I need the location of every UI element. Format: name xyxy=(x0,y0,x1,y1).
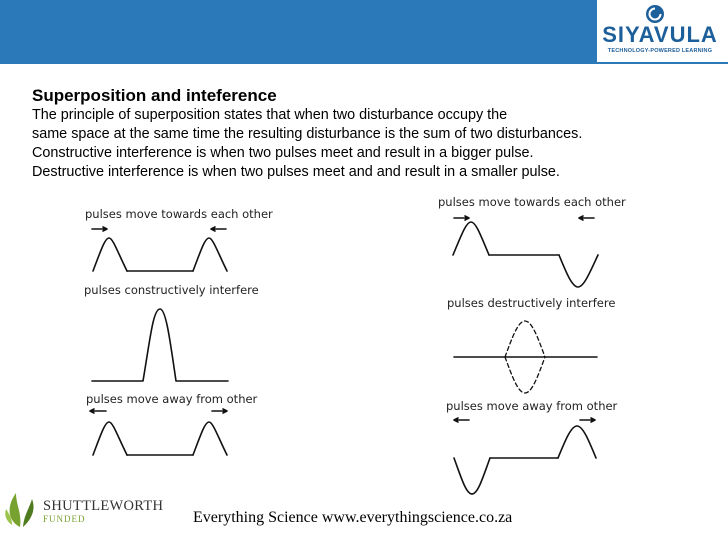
destructive-interfere-figure xyxy=(454,321,597,393)
pulse-wave-right xyxy=(193,422,227,455)
constructive-away-figure xyxy=(90,409,227,455)
constructive-caption-towards: pulses move towards each other xyxy=(85,207,273,221)
destructive-away-figure xyxy=(454,418,596,494)
body-line-3: Constructive interference is when two pulses meet and result in a bigger pulse. xyxy=(32,145,534,161)
combined-pulse xyxy=(92,309,228,381)
destructive-towards-figure xyxy=(453,216,598,287)
sponsor-name: SHUTTLEWORTH xyxy=(43,498,164,514)
slide-title: Superposition and inteference xyxy=(32,86,277,105)
constructive-interfere-figure xyxy=(92,309,228,381)
constructive-caption-interfere: pulses constructively interfere xyxy=(84,283,259,297)
constructive-caption-away: pulses move away from other xyxy=(86,392,258,406)
destructive-caption-towards: pulses move towards each other xyxy=(438,195,626,209)
siyavula-wordmark: SIYAVULA xyxy=(602,22,718,47)
pulse-wave-down xyxy=(454,458,490,494)
pulse-wave-up xyxy=(453,222,489,255)
arrow-right-head xyxy=(103,227,107,231)
dashed-pulse-down xyxy=(505,357,545,393)
pulse-wave-left xyxy=(93,238,127,271)
sponsor-subtitle: FUNDED xyxy=(43,514,86,524)
arrow-left-head xyxy=(211,227,215,231)
arrow-right-head xyxy=(223,409,227,413)
shuttleworth-leaf-icon xyxy=(2,487,40,529)
constructive-towards-figure xyxy=(92,227,227,271)
pulse-wave-left xyxy=(93,422,127,455)
arrow-left-head xyxy=(90,409,94,413)
destructive-caption-away: pulses move away from other xyxy=(446,399,618,413)
body-line-2: same space at the same time the resulting disturbance is the sum of two disturbances. xyxy=(32,126,583,142)
destructive-caption-interfere: pulses destructively interfere xyxy=(447,296,616,310)
pulse-wave-down xyxy=(559,255,598,287)
pulse-wave-right xyxy=(193,238,227,271)
body-line-4: Destructive interference is when two pulses meet and and result in a smaller pulse. xyxy=(32,164,560,180)
footer-text: Everything Science www.everythingscience.co.za xyxy=(193,509,513,526)
siyavula-tagline: TECHNOLOGY-POWERED LEARNING xyxy=(607,48,713,54)
arrow-left-head xyxy=(454,418,458,422)
arrow-left-head xyxy=(579,216,583,220)
arrow-right-head xyxy=(591,418,595,422)
pulse-wave-up xyxy=(558,426,596,458)
dashed-pulse-up xyxy=(505,321,545,357)
body-line-1: The principle of superposition states that when two disturbance occupy the xyxy=(32,107,508,123)
arrow-right-head xyxy=(465,216,469,220)
